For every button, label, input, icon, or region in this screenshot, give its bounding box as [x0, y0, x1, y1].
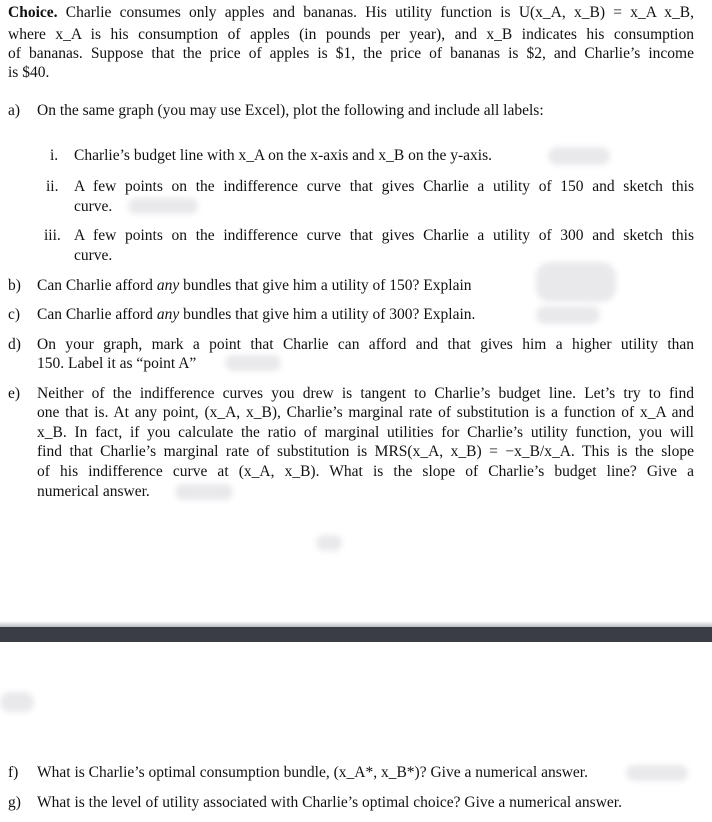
page-break-divider — [0, 627, 712, 642]
part-a-iii-line-2: curve. — [74, 247, 113, 264]
part-a-ii-label: ii. — [46, 178, 59, 195]
intro-line-3: of bananas. Suppose that the price of apples is $1, the price of bananas is $2, and Charlie’s income — [8, 45, 694, 62]
part-a-iii-line-1: A few points on the indifference curve that gives Charlie a utility of 300 and sketch this — [74, 227, 694, 244]
intro-line-4: is $40. — [8, 64, 50, 81]
part-a-i-text: Charlie’s budget line with x_A on the x-axis and x_B on the y-axis. — [74, 147, 493, 164]
part-e-line-5: of his indifference curve at (x_A, x_B). What is the slope of Charlie’s budget line? Give a — [37, 463, 694, 480]
redaction-blur — [536, 262, 616, 302]
part-g-text: What is the level of utility associated with Charlie’s optimal choice? Give a numerical answer. — [37, 794, 622, 811]
part-a-i-label: i. — [50, 147, 59, 164]
part-a-ii-line-1: A few points on the indifference curve that gives Charlie a utility of 150 and sketch this — [74, 178, 694, 195]
part-f-label: f) — [8, 764, 19, 781]
part-e-line-1: Neither of the indifference curves you drew is tangent to Charlie’s budget line. Let’s try to find — [37, 385, 694, 402]
part-c-label: c) — [8, 306, 21, 323]
part-e-label: e) — [8, 385, 21, 402]
redaction-blur — [626, 765, 688, 781]
part-b-label: b) — [8, 277, 21, 294]
part-a-label: a) — [8, 102, 21, 119]
intro-line-2: where x_A is his consumption of apples (in pounds per year), and x_B indicates his consumption — [8, 26, 694, 43]
part-g-label: g) — [8, 794, 21, 811]
redaction-blur — [175, 484, 233, 500]
emphasis-any: any — [156, 306, 180, 323]
part-e-line-2: one that is. At any point, (x_A, x_B), Charlie’s marginal rate of substitution is a function of x_A and — [37, 404, 694, 421]
redaction-blur — [128, 198, 198, 214]
part-f-text: What is Charlie’s optimal consumption bundle, (x_A*, x_B*)? Give a numerical answer. — [37, 764, 588, 781]
part-a-iii-label: iii. — [44, 227, 61, 244]
part-b-text: Can Charlie afford any bundles that give him a utility of 150? Explain — [37, 277, 472, 294]
part-d-line-2: 150. Label it as “point A” — [37, 355, 197, 372]
part-e-line-3: x_B. In fact, if you calculate the ratio of marginal utilities for Charlie’s utility function, you will — [37, 424, 694, 441]
intro-text-1: Charlie consumes only apples and bananas. His utility function is U(x_A, x_B) = x_A x_B, — [65, 4, 695, 21]
part-a-ii-line-2: curve. — [74, 198, 113, 215]
redaction-blur — [316, 535, 342, 551]
redaction-blur — [548, 147, 610, 165]
intro-heading: Choice. — [8, 4, 58, 21]
redaction-blur — [536, 306, 600, 324]
redaction-blur — [225, 355, 281, 371]
part-c-text: Can Charlie afford any bundles that give him a utility of 300? Explain. — [37, 306, 476, 323]
part-d-line-1: On your graph, mark a point that Charlie can afford and that gives him a higher utility than — [37, 336, 694, 353]
intro-line-1 — [8, 3, 694, 22]
redaction-blur — [0, 692, 34, 712]
emphasis-any: any — [156, 277, 180, 294]
part-d-label: d) — [8, 336, 21, 353]
part-a-text: On the same graph (you may use Excel), plot the following and include all labels: — [37, 102, 544, 119]
part-e-line-4: find that Charlie’s marginal rate of substitution is MRS(x_A, x_B) = −x_B/x_A. This is the slope — [37, 443, 694, 460]
part-e-line-6: numerical answer. — [37, 483, 150, 500]
